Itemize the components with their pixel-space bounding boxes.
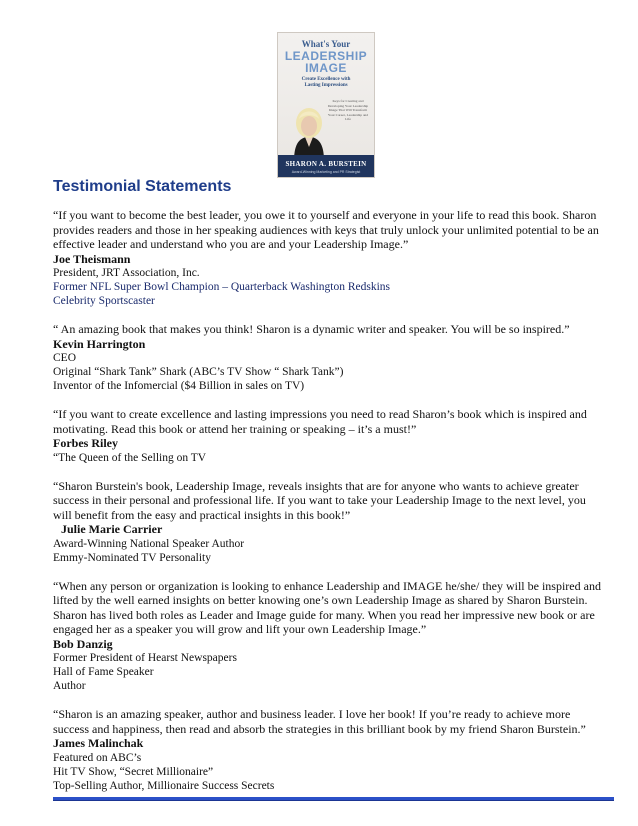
testimonial-credential: Award-Winning National Speaker Author: [53, 537, 245, 550]
cover-title-line-2: IMAGE: [305, 61, 347, 75]
testimonial-quote: “If you want to create excellence and lasting impressions you need to read Sharon’s book which is inspired and motivating. Read this book or attend her training or speaking – it’s a must!”: [53, 407, 587, 436]
cover-subtitle-line-2: Lasting Impressions: [304, 83, 348, 88]
testimonial-quote: “ An amazing book that makes you think! Sharon is a dynamic writer and speaker. You will be so inspired.”: [53, 322, 570, 336]
cover-title-line-1: LEADERSHIP: [284, 49, 368, 63]
testimonial-author: James Malinchak: [53, 736, 144, 750]
cover-title-top: What's Your: [301, 39, 351, 49]
cover-author: SHARON A. BURSTEIN: [285, 160, 367, 168]
testimonial-credential: Former NFL Super Bowl Champion – Quarterback Washington Redskins: [53, 281, 391, 293]
cover-blurb: Keys for Creating and Developing Your Leadership Image That Will Transform Your Career, Leadership and Life: [327, 99, 369, 121]
testimonial-author: Forbes Riley: [53, 436, 118, 450]
testimonial-quote: “Sharon Burstein's book, Leadership Image, reveals insights that are for anyone who wants to achieve greater success in their personal and professional life. If you want to take your Leadership Image to the next level, you will benefit from the easy and practical insights in this book!”: [53, 478, 586, 522]
testimonial-author: Kevin Harrington: [53, 336, 146, 351]
testimonial-credential: CEO: [53, 352, 76, 364]
testimonial-credential: Inventor of the Infomercial ($4 Billion in sales on TV): [53, 380, 305, 392]
testimonial-credential: Former President of Hearst Newspapers: [53, 652, 237, 664]
testimonial-credential: Top-Selling Author, Millionaire Success Secrets: [53, 779, 275, 792]
cover-subtitle: [278, 77, 374, 89]
testimonial-credential: Hall of Fame Speaker: [53, 666, 154, 678]
cover-subtitle-line-1: Create Excellence with: [301, 77, 351, 82]
testimonial: [53, 579, 601, 694]
testimonial-credential: Featured on ABC’s: [53, 751, 142, 764]
testimonial: [53, 407, 601, 465]
testimonial-credential: Original “Shark Tank” Shark (ABC’s TV Show “ Shark Tank”): [53, 366, 344, 378]
author-photo: [286, 103, 332, 161]
testimonial: [53, 479, 601, 565]
testimonial-credential: “The Queen of the Selling on TV: [53, 451, 207, 464]
cover-title-main: [278, 50, 374, 74]
testimonial-quote: “If you want to become the best leader, you owe it to yourself and everyone in your life to read this book. Sharon provides readers and those in her speaking audiences with keys that truly unlock your unlimited potential to be an effective leader and understand who you are and your Leadership Image.”: [53, 208, 599, 251]
testimonial-author: Bob Danzig: [53, 636, 113, 651]
testimonial-credential: Emmy-Nominated TV Personality: [53, 551, 212, 564]
testimonial-author: Joe Theismann: [53, 251, 131, 266]
testimonials-list: [53, 208, 601, 807]
testimonial: [53, 322, 601, 393]
cover-tagline: Award-Winning Marketing and PR Strategist: [291, 170, 361, 174]
book-cover: [277, 32, 375, 178]
testimonial: [53, 707, 601, 793]
page-title: Testimonial Statements: [53, 178, 232, 195]
testimonial-quote: “When any person or organization is looking to enhance Leadership and IMAGE he/she/ they will be inspired and lifted by the well earned insights on better knowing one’s own Leadership Image as shared by Sharon Burstein. Sharon has lived both roles as Leader and Image guide for many. When you read her impressive new book or are engaged her as a speaker you will grow and lift your own Leadership Image.”: [53, 578, 601, 636]
testimonial-quote: “Sharon is an amazing speaker, author and business leader. I love her book! If you’re ready to achieve more success and happiness, then read and absorb the strategies in this brilliant book by my friend Sharon Burstein.”: [53, 707, 586, 736]
testimonial-credential: Celebrity Sportscaster: [53, 295, 155, 307]
testimonial-credential: Hit TV Show, “Secret Millionaire”: [53, 765, 214, 778]
testimonial-credential: Author: [53, 680, 86, 692]
testimonial-credential: President, JRT Association, Inc.: [53, 267, 200, 279]
testimonial-author: Julie Marie Carrier: [61, 522, 163, 536]
testimonial: [53, 208, 601, 308]
footer-divider: [53, 797, 614, 801]
